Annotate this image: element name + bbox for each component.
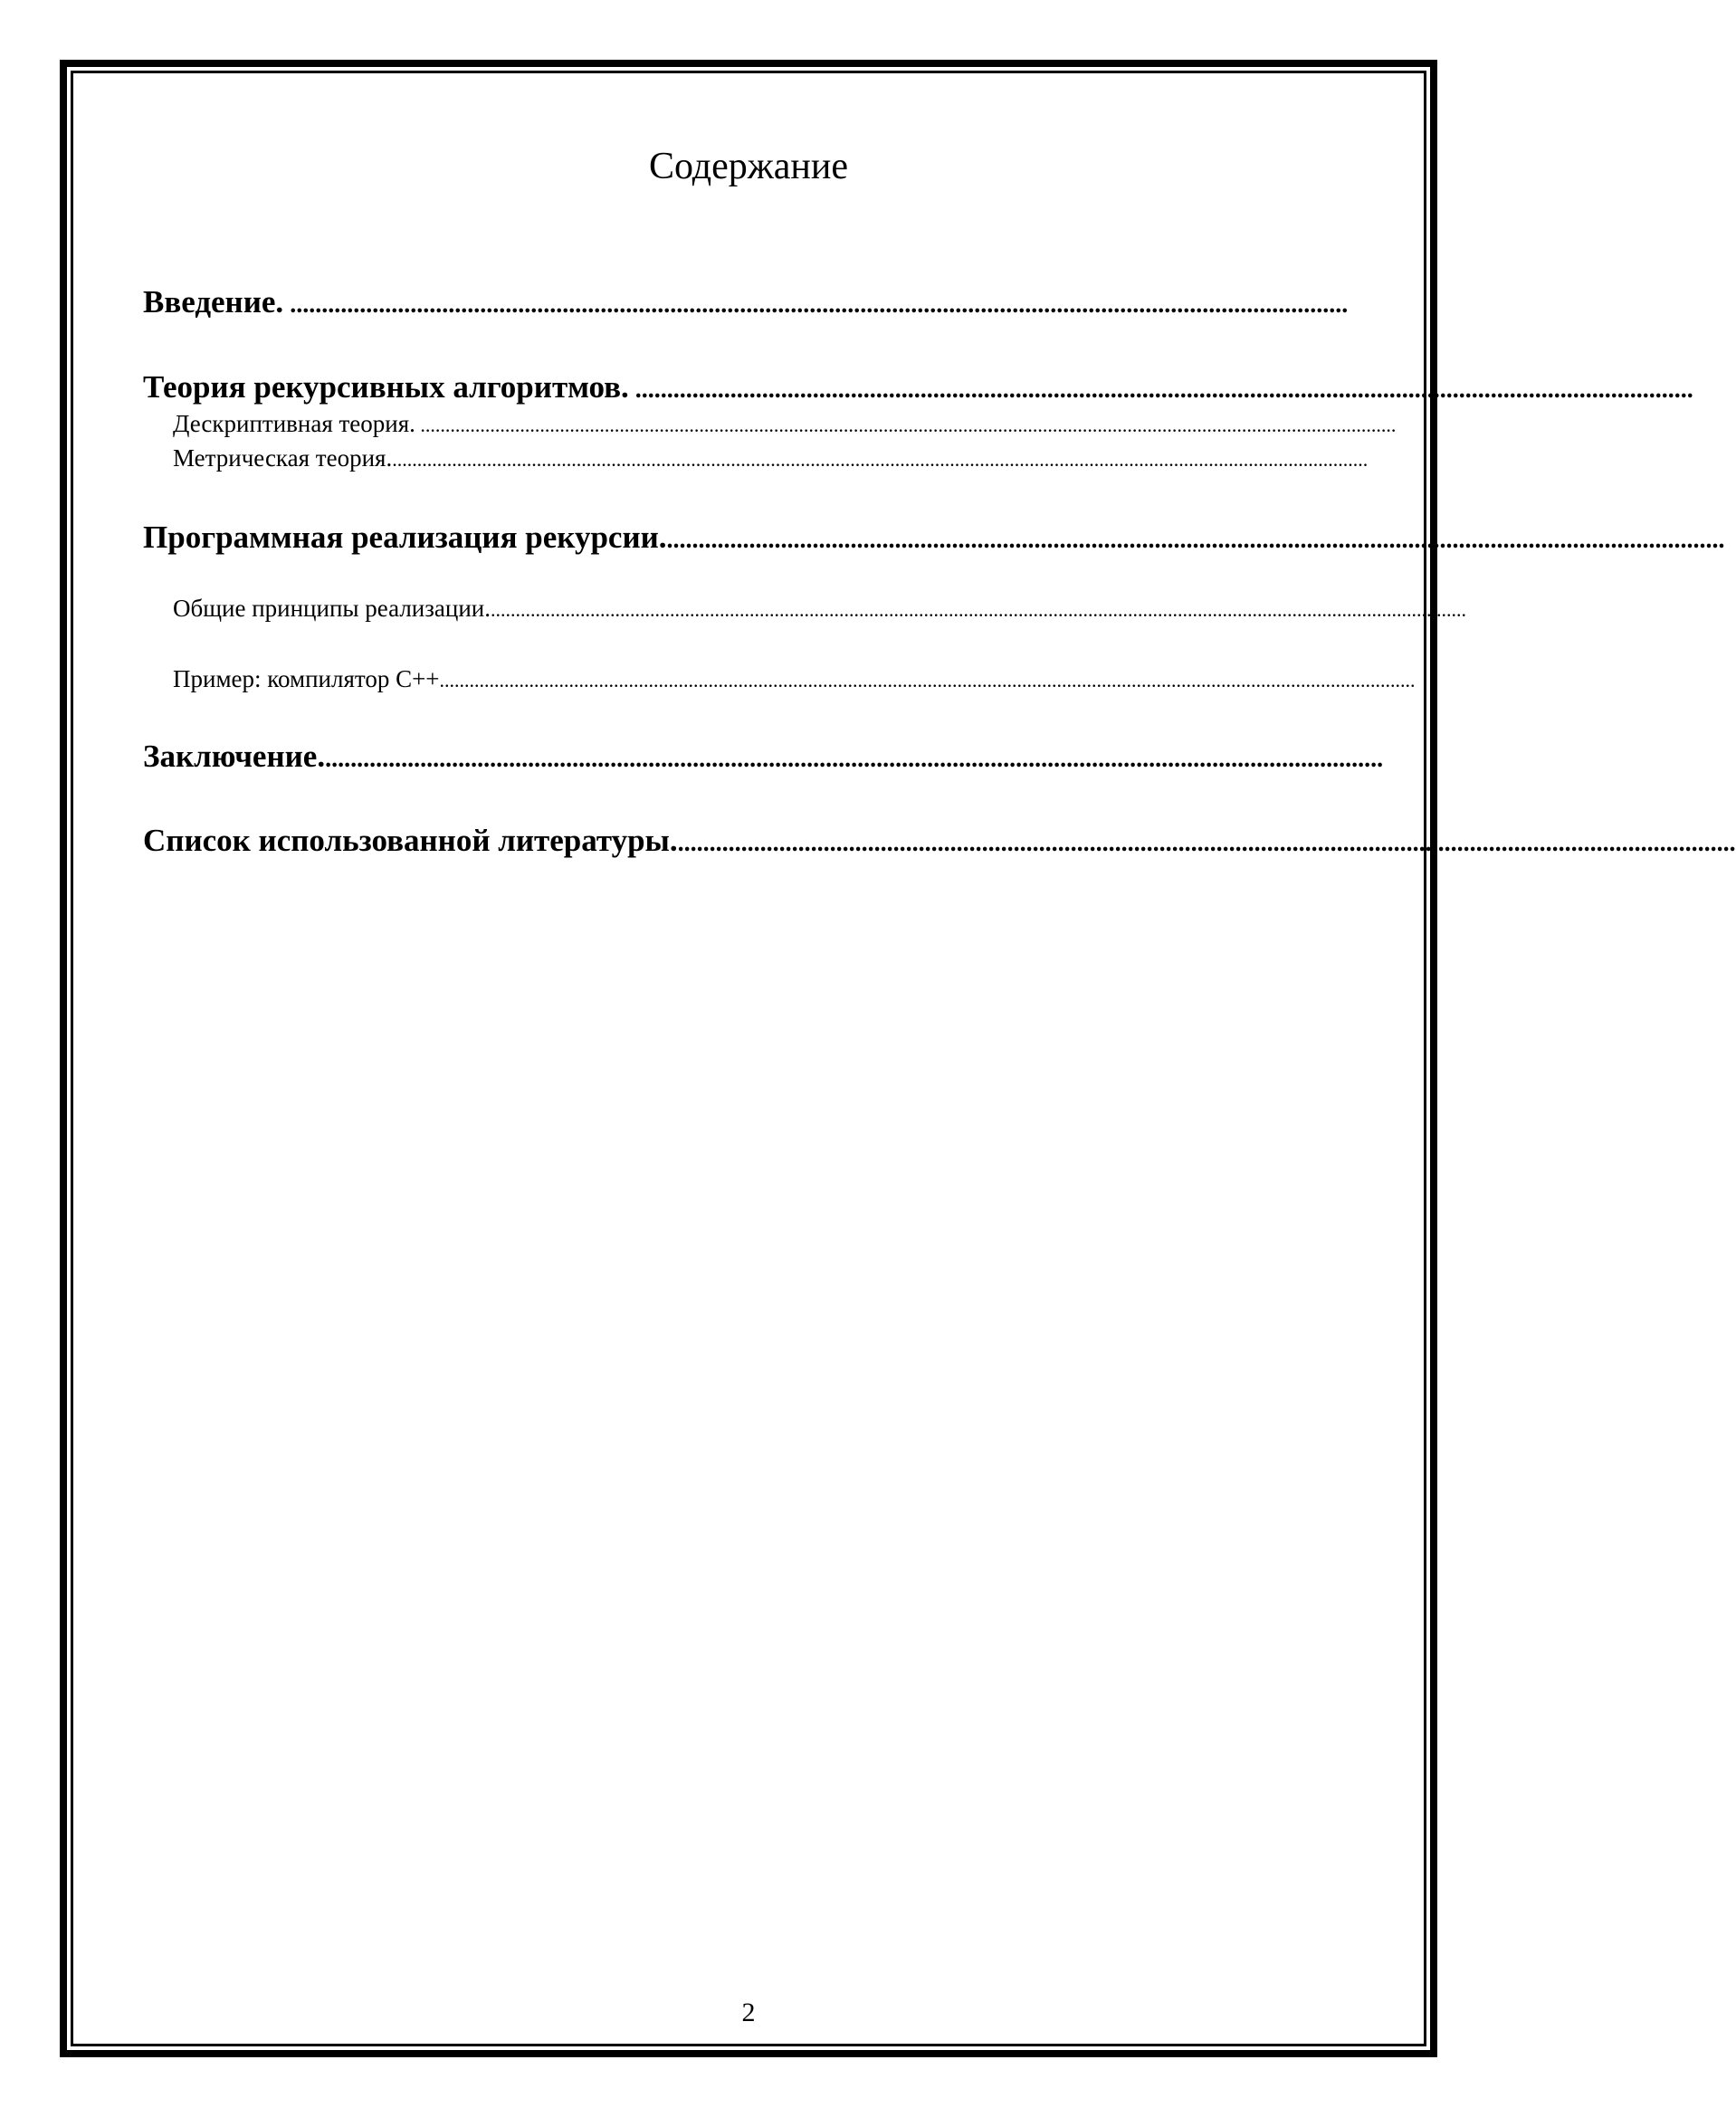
toc-dot-leader: ....................................................................................................................................................................... bbox=[666, 526, 1725, 554]
toc-entry-label: Пример: компилятор С++ bbox=[173, 665, 440, 692]
toc-entry-introduction[interactable] bbox=[143, 282, 1354, 325]
toc-entry-metric-theory[interactable] bbox=[173, 443, 1369, 475]
toc-entry-label: Программная реализация рекурсии. bbox=[143, 520, 667, 555]
toc-entry-conclusion[interactable] bbox=[143, 737, 1384, 779]
toc-entry-general-principles[interactable] bbox=[173, 593, 1466, 625]
toc-entry-software-implementation[interactable] bbox=[143, 518, 1725, 560]
toc-entry-label: Список использованной литературы. bbox=[143, 823, 678, 858]
toc-entry-label: Введение. bbox=[143, 284, 284, 319]
table-of-contents bbox=[143, 0, 1736, 905]
toc-entry-label: Теория рекурсивных алгоритмов. bbox=[143, 369, 629, 405]
page-number: 2 bbox=[741, 1998, 756, 2027]
toc-dot-leader: .................................................................................................................................................................................................... bbox=[439, 669, 1416, 691]
toc-dot-leader: .................................................................................................................................................................................................... bbox=[392, 448, 1369, 471]
toc-dot-leader: ....................................................................................................................................................................... bbox=[677, 829, 1736, 857]
toc-dot-leader: ....................................................................................................................................................................... bbox=[325, 745, 1384, 773]
toc-entry-recursive-algorithms-theory[interactable] bbox=[143, 367, 1693, 410]
toc-entry-bibliography[interactable] bbox=[143, 821, 1736, 863]
page-title: Содержание bbox=[648, 146, 849, 187]
toc-entry-cpp-compiler-example[interactable] bbox=[173, 663, 1416, 696]
toc-dot-leader: .................................................................................................................................................................................................... bbox=[415, 414, 1397, 436]
toc-dot-leader: ....................................................................................................................................................................... bbox=[283, 291, 1349, 319]
toc-dot-leader: ....................................................................................................................................................................... bbox=[628, 376, 1693, 404]
toc-entry-label: Дескриптивная теория. bbox=[173, 410, 415, 437]
toc-entry-label: Метрическая теория. bbox=[173, 444, 393, 472]
toc-dot-leader: .................................................................................................................................................................................................... bbox=[491, 598, 1466, 621]
toc-entry-descriptive-theory[interactable] bbox=[173, 408, 1397, 441]
toc-entry-label: Заключение. bbox=[143, 739, 326, 774]
toc-entry-label: Общие принципы реализации. bbox=[173, 595, 491, 622]
